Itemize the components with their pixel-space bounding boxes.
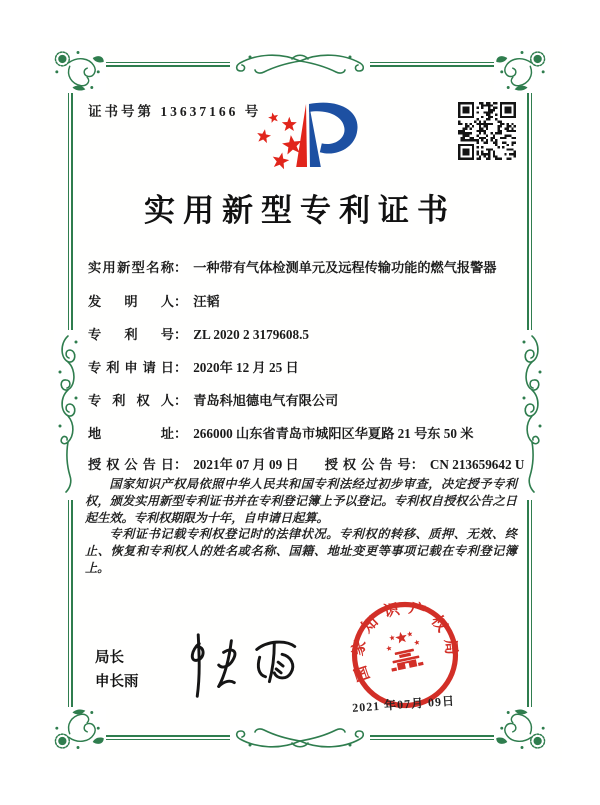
field-row: [88, 325, 534, 344]
field-colon: ：: [174, 426, 188, 441]
field-row: [88, 358, 534, 377]
field-label: 专利权人: [88, 393, 174, 408]
flourish-corner-icon: [494, 707, 550, 753]
flourish-corner-icon: [494, 47, 550, 93]
field-colon: ：: [174, 294, 188, 309]
flourish-corner-icon: [50, 707, 106, 753]
field-label: 授权公告号: [324, 457, 411, 472]
field-row: [88, 391, 534, 410]
field-colon: ：: [174, 327, 188, 342]
field-value: 266000 山东省青岛市城阳区华夏路 21 号东 50 米: [193, 426, 474, 441]
seal-date: 2021 年07月 09日: [351, 693, 456, 715]
vine-ornament-icon: [518, 330, 546, 500]
field-label: 实用新型名称: [88, 260, 174, 275]
field-colon: ：: [174, 393, 188, 408]
body-paragraph: 专利证书记载专利权登记时的法律状况。专利权的转移、质押、无效、终止、恢复和专利权人的姓名或名称、国籍、地址变更等事项记载在专利登记簿上。: [85, 527, 517, 575]
national-emblem-icon: [383, 628, 424, 671]
field-colon: ：: [174, 260, 188, 275]
grant-date: 2021年 07 月 09 日: [193, 457, 299, 472]
field-row: [88, 424, 534, 443]
grant-row: [88, 455, 534, 474]
scroll-ornament-icon: [230, 48, 370, 76]
legal-text: [85, 476, 517, 577]
certificate-title: 实用新型专利证书: [144, 193, 456, 228]
cnipa-logo-icon: [244, 92, 372, 180]
director-block: [95, 646, 139, 694]
director-name: 申长雨: [95, 674, 139, 690]
scroll-ornament-icon: [230, 726, 370, 754]
certificate-paper: [38, 38, 562, 767]
field-label: 地址: [88, 426, 174, 441]
field-colon: ：: [174, 457, 188, 472]
field-colon: ：: [410, 457, 424, 472]
field-label: 授权公告日: [88, 457, 174, 472]
field-value: 2020年 12 月 25 日: [193, 360, 299, 375]
signature-handwriting-icon: [166, 628, 326, 706]
seal-text: 国家知识产权局: [349, 599, 461, 684]
field-label: 专利申请日: [88, 360, 174, 375]
grant-number: CN 213659642 U: [429, 457, 525, 472]
field-label: 专利号: [88, 327, 174, 342]
field-row: [88, 258, 534, 277]
flourish-corner-icon: [50, 47, 106, 93]
certificate-number: 证书号第 13637166 号: [88, 104, 262, 119]
field-value: 青岛科旭德电气有限公司: [193, 393, 339, 408]
director-title: 局长: [95, 650, 124, 666]
body-paragraph: 国家知识产权局依照中华人民共和国专利法经过初步审查，决定授予专利权，颁发实用新型专利证书并在专利登记簿上予以登记。专利权自授权公告之日起生效。专利权期限为十年，自申请日起算。: [85, 477, 517, 525]
field-value: 一种带有气体检测单元及远程传输功能的燃气报警器: [193, 260, 497, 275]
field-colon: ：: [174, 360, 188, 375]
field-value: 汪韬: [193, 294, 220, 309]
vine-ornament-icon: [54, 330, 82, 500]
field-row: [88, 292, 534, 311]
field-label: 发明人: [88, 294, 174, 309]
field-value: ZL 2020 2 3179608.5: [193, 327, 309, 342]
qr-code: [458, 102, 516, 160]
